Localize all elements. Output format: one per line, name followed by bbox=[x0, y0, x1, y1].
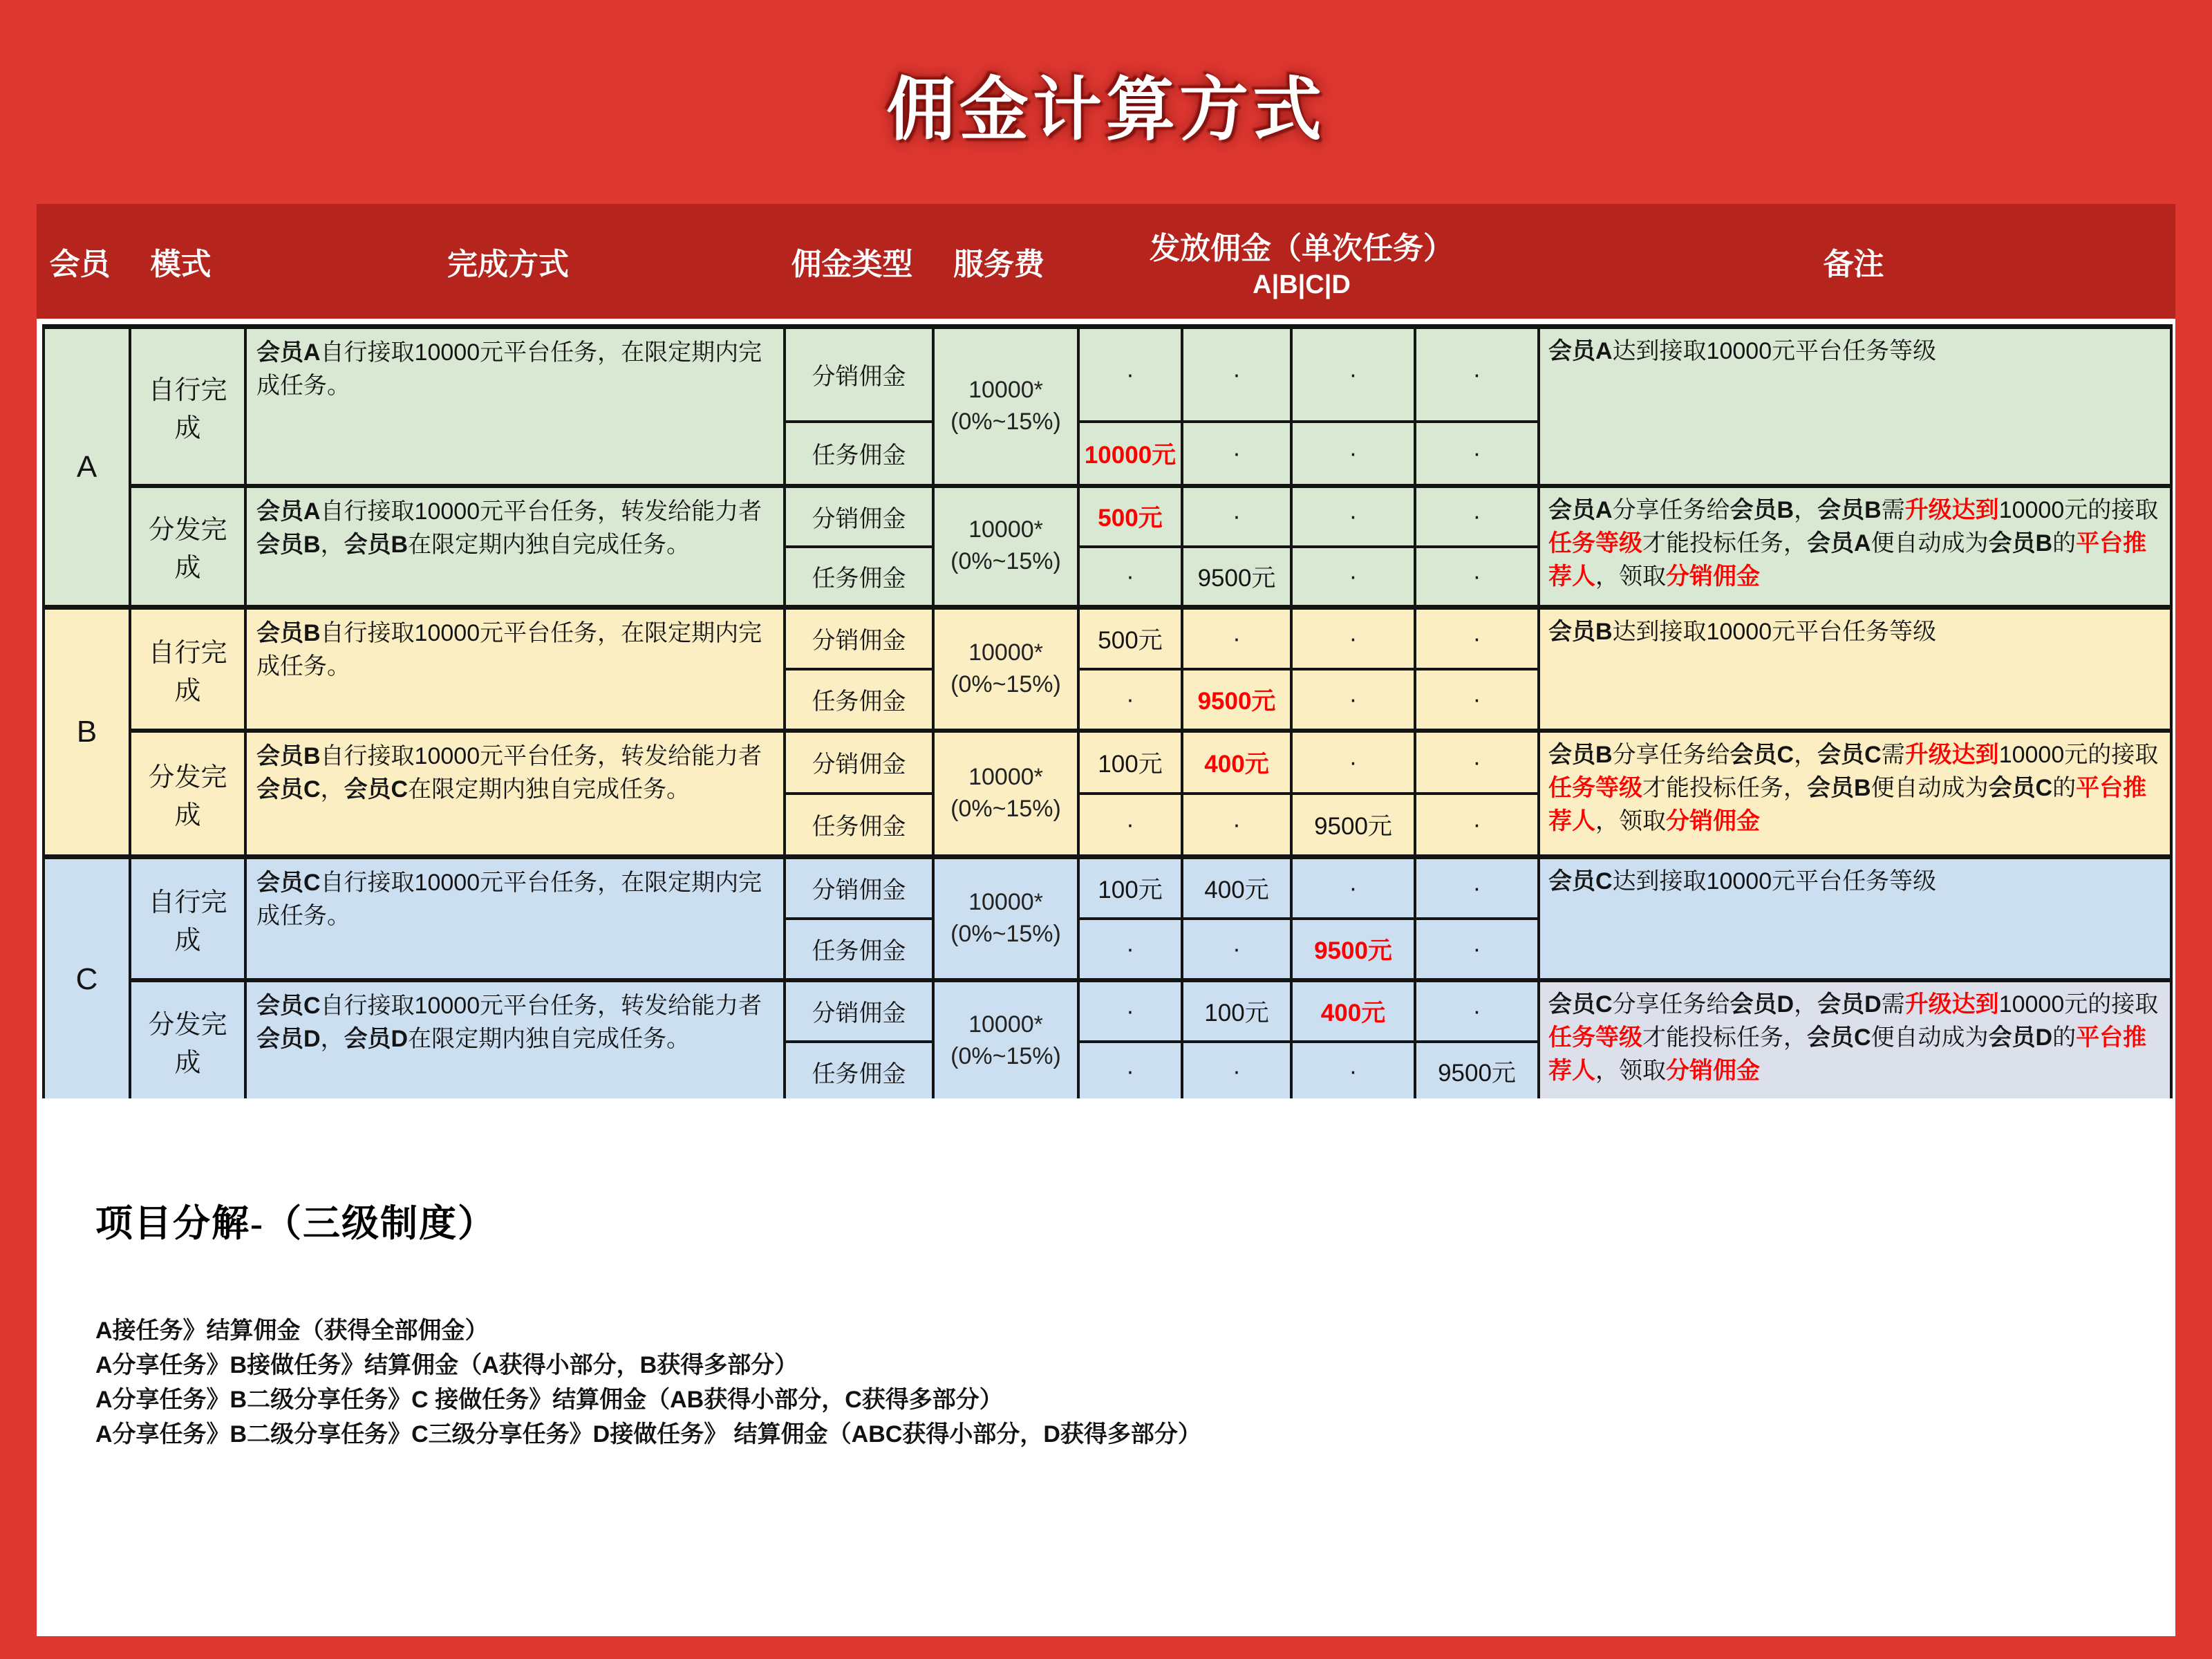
service-fee-line2: (0%~15%) bbox=[950, 408, 1061, 435]
completion-desc-cell: 会员B自行接取10000元平台任务，在限定期内完成任务。 bbox=[245, 608, 785, 731]
payout-a-cell: · bbox=[1078, 669, 1182, 731]
payout-a-cell: 100元 bbox=[1078, 731, 1182, 794]
service-fee-line1: 10000* bbox=[968, 1011, 1043, 1038]
payout-c-cell: · bbox=[1291, 1042, 1415, 1103]
mode-cell: 自行完成 bbox=[130, 857, 245, 980]
completion-desc-cell: 会员C自行接取10000元平台任务，转发给能力者会员D，会员D在限定期内独自完成任务。 bbox=[245, 980, 785, 1103]
commission-type-cell: 任务佣金 bbox=[785, 422, 933, 486]
service-fee-cell bbox=[933, 980, 1078, 1103]
payout-d-cell: · bbox=[1415, 327, 1539, 422]
mode-cell: 分发完成 bbox=[130, 980, 245, 1103]
mode-cell: 自行完成 bbox=[130, 327, 245, 486]
footer-heading: 项目分解-（三级制度） bbox=[95, 1203, 496, 1244]
footer-line: A接任务》结算佣金（获得全部佣金） bbox=[95, 1318, 489, 1344]
payout-a-cell: · bbox=[1078, 327, 1182, 422]
payout-b-cell: · bbox=[1182, 1042, 1291, 1103]
service-fee-line2: (0%~15%) bbox=[950, 548, 1061, 575]
payout-d-cell: · bbox=[1415, 669, 1539, 731]
payout-c-cell: 9500元 bbox=[1291, 794, 1415, 857]
payout-b-cell: · bbox=[1182, 794, 1291, 857]
payout-c-cell: · bbox=[1291, 731, 1415, 794]
service-fee-line2: (0%~15%) bbox=[950, 1043, 1061, 1069]
payout-a-cell: 10000元 bbox=[1078, 422, 1182, 486]
payout-c-cell: · bbox=[1291, 547, 1415, 608]
member-cell: C bbox=[44, 857, 130, 1103]
payout-d-cell: · bbox=[1415, 486, 1539, 547]
commission-type-cell: 分销佣金 bbox=[785, 327, 933, 422]
completion-desc-cell: 会员C自行接取10000元平台任务，在限定期内完成任务。 bbox=[245, 857, 785, 980]
mode-cell: 分发完成 bbox=[130, 486, 245, 608]
payout-a-cell: · bbox=[1078, 1042, 1182, 1103]
remark-cell: 会员B分享任务给会员C，会员C需升级达到10000元的接取任务等级才能投标任务，会员B便自动成为会员C的平台推荐人，领取分销佣金 bbox=[1539, 731, 2171, 857]
payout-b-cell: · bbox=[1182, 327, 1291, 422]
payout-d-cell: · bbox=[1415, 608, 1539, 669]
remark-cell: 会员A达到接取10000元平台任务等级 bbox=[1539, 327, 2171, 486]
commission-type-cell: 分销佣金 bbox=[785, 486, 933, 547]
member-cell: B bbox=[44, 608, 130, 857]
completion-desc-cell: 会员A自行接取10000元平台任务，在限定期内完成任务。 bbox=[245, 327, 785, 486]
payout-a-cell: · bbox=[1078, 919, 1182, 980]
payout-d-cell: · bbox=[1415, 794, 1539, 857]
header-payout bbox=[1071, 223, 1532, 300]
payout-d-cell: 9500元 bbox=[1415, 1042, 1539, 1103]
payout-a-cell: 100元 bbox=[1078, 857, 1182, 919]
payout-c-cell: · bbox=[1291, 486, 1415, 547]
header-member: 会员 bbox=[49, 247, 111, 281]
footer-line: A分享任务》B二级分享任务》C 接做任务》结算佣金（AB获得小部分，C获得多部分） bbox=[95, 1387, 1003, 1413]
footer-panel bbox=[37, 1098, 2175, 1636]
payout-b-cell: · bbox=[1182, 422, 1291, 486]
payout-a-cell: 500元 bbox=[1078, 608, 1182, 669]
payout-d-cell: · bbox=[1415, 422, 1539, 486]
commission-type-cell: 任务佣金 bbox=[785, 919, 933, 980]
header-method: 完成方式 bbox=[447, 247, 569, 281]
header-mode: 模式 bbox=[150, 247, 212, 281]
payout-a-cell: · bbox=[1078, 980, 1182, 1042]
payout-c-cell: 9500元 bbox=[1291, 919, 1415, 980]
commission-table bbox=[37, 319, 2175, 1105]
remark-cell: 会员A分享任务给会员B，会员B需升级达到10000元的接取任务等级才能投标任务，会员A便自动成为会员B的平台推荐人，领取分销佣金 bbox=[1539, 486, 2171, 608]
service-fee-line1: 10000* bbox=[968, 376, 1043, 403]
header-remark: 备注 bbox=[1823, 247, 1884, 281]
payout-c-cell: · bbox=[1291, 857, 1415, 919]
commission-type-cell: 分销佣金 bbox=[785, 980, 933, 1042]
header-commission-type: 佣金类型 bbox=[791, 247, 913, 281]
payout-a-cell: · bbox=[1078, 794, 1182, 857]
service-fee-cell bbox=[933, 857, 1078, 980]
payout-a-cell: 500元 bbox=[1078, 486, 1182, 547]
mode-cell: 分发完成 bbox=[130, 731, 245, 857]
completion-desc-cell: 会员B自行接取10000元平台任务，转发给能力者会员C，会员C在限定期内独自完成任务。 bbox=[245, 731, 785, 857]
header-payout-line1: 发放佣金（单次任务） bbox=[1150, 231, 1454, 265]
page-title: 佣金计算方式 bbox=[886, 72, 1326, 149]
remark-cell: 会员B达到接取10000元平台任务等级 bbox=[1539, 608, 2171, 731]
member-cell: A bbox=[44, 327, 130, 608]
service-fee-cell bbox=[933, 327, 1078, 486]
payout-c-cell: · bbox=[1291, 422, 1415, 486]
payout-d-cell: · bbox=[1415, 547, 1539, 608]
payout-b-cell: 100元 bbox=[1182, 980, 1291, 1042]
service-fee-cell bbox=[933, 486, 1078, 608]
payout-b-cell: · bbox=[1182, 919, 1291, 980]
commission-type-cell: 任务佣金 bbox=[785, 794, 933, 857]
service-fee-line2: (0%~15%) bbox=[950, 671, 1061, 697]
payout-b-cell: 9500元 bbox=[1182, 547, 1291, 608]
commission-type-cell: 分销佣金 bbox=[785, 857, 933, 919]
commission-type-cell: 任务佣金 bbox=[785, 1042, 933, 1103]
mode-cell: 自行完成 bbox=[130, 608, 245, 731]
commission-type-cell: 任务佣金 bbox=[785, 669, 933, 731]
header-payout-line2: A|B|C|D bbox=[1253, 270, 1351, 299]
payout-a-cell: · bbox=[1078, 547, 1182, 608]
remark-cell: 会员C分享任务给会员D，会员D需升级达到10000元的接取任务等级才能投标任务，会员C便自动成为会员D的平台推荐人，领取分销佣金 bbox=[1539, 980, 2171, 1103]
service-fee-line1: 10000* bbox=[968, 888, 1043, 915]
payout-c-cell: 400元 bbox=[1291, 980, 1415, 1042]
payout-c-cell: · bbox=[1291, 327, 1415, 422]
payout-b-cell: 400元 bbox=[1182, 857, 1291, 919]
service-fee-cell bbox=[933, 608, 1078, 731]
service-fee-line2: (0%~15%) bbox=[950, 920, 1061, 947]
payout-d-cell: · bbox=[1415, 919, 1539, 980]
service-fee-cell bbox=[933, 731, 1078, 857]
payout-b-cell: 9500元 bbox=[1182, 669, 1291, 731]
commission-table-grid bbox=[42, 324, 2173, 1105]
service-fee-line2: (0%~15%) bbox=[950, 795, 1061, 822]
payout-d-cell: · bbox=[1415, 980, 1539, 1042]
service-fee-line1: 10000* bbox=[968, 639, 1043, 666]
footer-line: A分享任务》B二级分享任务》C三级分享任务》D接做任务》 结算佣金（ABC获得小部分，D获得多部分） bbox=[95, 1421, 1201, 1447]
payout-d-cell: · bbox=[1415, 857, 1539, 919]
remark-cell: 会员C达到接取10000元平台任务等级 bbox=[1539, 857, 2171, 980]
commission-type-cell: 分销佣金 bbox=[785, 731, 933, 794]
payout-b-cell: · bbox=[1182, 486, 1291, 547]
footer-line: A分享任务》B接做任务》结算佣金（A获得小部分，B获得多部分） bbox=[95, 1352, 798, 1378]
payout-c-cell: · bbox=[1291, 608, 1415, 669]
payout-b-cell: · bbox=[1182, 608, 1291, 669]
table-header-row bbox=[37, 204, 2175, 319]
completion-desc-cell: 会员A自行接取10000元平台任务，转发给能力者会员B，会员B在限定期内独自完成任务。 bbox=[245, 486, 785, 608]
payout-b-cell: 400元 bbox=[1182, 731, 1291, 794]
commission-type-cell: 分销佣金 bbox=[785, 608, 933, 669]
service-fee-line1: 10000* bbox=[968, 763, 1043, 790]
payout-c-cell: · bbox=[1291, 669, 1415, 731]
service-fee-line1: 10000* bbox=[968, 516, 1043, 543]
commission-type-cell: 任务佣金 bbox=[785, 547, 933, 608]
payout-d-cell: · bbox=[1415, 731, 1539, 794]
header-service-fee: 服务费 bbox=[953, 247, 1044, 281]
